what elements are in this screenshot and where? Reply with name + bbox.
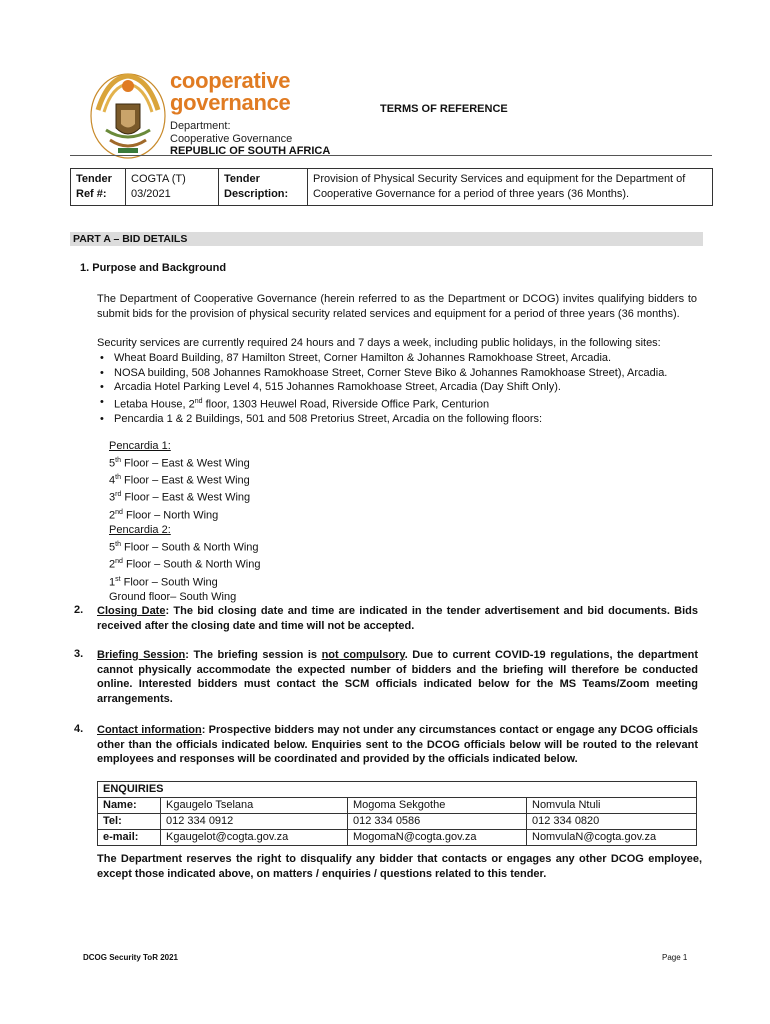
section-1-paragraph-1: The Department of Cooperative Governance (herein referred to as the Department or DCOG) invites qualifying bidders to submit bids for the provision of physical security related services and equipment for a period of three years (36 months). xyxy=(97,293,697,320)
email-link[interactable]: Kgaugelot@cogta.gov.za xyxy=(161,830,348,846)
closing-date-text: : The bid closing date and time are indicated in the tender advertisement and bid documents. Bids received after the closing date and time will not be accepted. xyxy=(97,605,698,632)
part-a-heading: PART A – BID DETAILS xyxy=(70,232,703,246)
tender-ref-label: Tender Ref #: xyxy=(71,169,126,206)
contact-information-text: : Prospective bidders may not under any circumstances contact or engage any DCOG officials other than the officials indicated below. Enquiries sent to the DCOG officials below will be routed to the relevant employees and responses will be coordinated and provided by the officials indicated below. xyxy=(97,724,699,766)
floor-item: 3rd Floor – East & West Wing xyxy=(109,491,251,505)
floors-list xyxy=(109,439,260,605)
floor-item: 5th Floor – South & North Wing xyxy=(109,540,259,554)
country-name: REPUBLIC OF SOUTH AFRICA xyxy=(170,145,331,157)
tender-description-value: Provision of Physical Security Services and equipment for the Department of Cooperative Governance for a period of three years (36 Months). xyxy=(308,169,713,206)
email-link[interactable]: NomvulaN@cogta.gov.za xyxy=(527,830,697,846)
contact-cell: 012 334 0912 xyxy=(161,814,348,830)
email-link[interactable]: MogomaN@cogta.gov.za xyxy=(348,830,527,846)
section-3-text xyxy=(97,648,698,707)
brand-line-1: cooperative xyxy=(170,68,291,93)
closing-date-title: Closing Date xyxy=(97,605,166,617)
site-item: • Arcadia Hotel Parking Level 4, 515 Johannes Ramokhoase Street, Arcadia (Day Shift Only). xyxy=(97,380,707,395)
footer-document-name: DCOG Security ToR 2021 xyxy=(83,953,178,962)
site-item: • Wheat Board Building, 87 Hamilton Street, Corner Hamilton & Johannes Ramokhoase Street, Arcadia. xyxy=(97,351,707,366)
pencardia-1-title: Pencardia 1: xyxy=(109,440,171,452)
document-title: TERMS OF REFERENCE xyxy=(380,103,508,115)
site-item: • NOSA building, 508 Johannes Ramokhoase Street, Corner Steve Biko & Johannes Ramokhoase Street), Arcadia. xyxy=(97,366,707,381)
section-4-text xyxy=(97,723,698,767)
contact-cell: Nomvula Ntuli xyxy=(527,798,697,814)
floor-item: 4th Floor – East & West Wing xyxy=(109,474,250,487)
section-3-number: 3. xyxy=(74,648,84,660)
contact-cell: 012 334 0820 xyxy=(527,814,697,830)
pencardia-2-floors xyxy=(109,538,260,605)
floor-item: 2nd Floor – South & North Wing xyxy=(109,558,261,571)
enquiries-table xyxy=(97,781,697,846)
brand-line-2: governance xyxy=(170,90,291,115)
header-divider xyxy=(70,155,712,156)
department-name: Cooperative Governance xyxy=(170,132,293,145)
briefing-text-a: : The briefing session is xyxy=(185,649,322,661)
not-compulsory-text: not compulsory xyxy=(321,649,405,661)
floor-item: 1st Floor – South Wing xyxy=(109,575,218,589)
briefing-session-title: Briefing Session xyxy=(97,649,186,661)
table-row xyxy=(98,830,697,846)
pencardia-2-title: Pencardia 2: xyxy=(109,524,171,537)
department-label: Department: xyxy=(170,120,231,132)
contact-cell: Kgaugelo Tselana xyxy=(161,798,348,814)
row-label: Tel: xyxy=(98,814,161,830)
floor-item: 2nd Floor – North Wing xyxy=(109,508,219,522)
coat-of-arms-logo xyxy=(88,70,168,162)
contact-cell: 012 334 0586 xyxy=(348,814,527,830)
section-2-number: 2. xyxy=(74,604,84,616)
brand-block xyxy=(170,70,330,158)
row-label: e-mail: xyxy=(98,830,161,846)
sites-list xyxy=(97,351,707,427)
table-row xyxy=(98,798,697,814)
row-label: Name: xyxy=(98,798,161,814)
site-item: • Letaba House, 2nd floor, 1303 Heuwel Road, Riverside Office Park, Centurion xyxy=(97,395,707,412)
tender-table xyxy=(70,168,713,206)
site-item: • Pencardia 1 & 2 Buildings, 501 and 508 Pretorius Street, Arcadia on the following floors: xyxy=(97,412,707,427)
tender-description-label: Tender Description: xyxy=(219,169,308,206)
floor-item: Ground floor– South Wing xyxy=(109,590,237,603)
section-1-heading: 1. Purpose and Background xyxy=(80,262,227,274)
contact-information-title: Contact information xyxy=(97,724,202,736)
section-1-paragraph-2: Security services are currently required 24 hours and 7 days a week, including public holidays, in the following sites: xyxy=(97,337,661,349)
enquiries-heading: ENQUIRIES xyxy=(98,782,697,798)
footer-page-number: Page 1 xyxy=(662,953,688,962)
section-4-number: 4. xyxy=(74,723,84,735)
floor-item: 5th Floor – East & West Wing xyxy=(109,456,250,470)
contact-cell: Mogoma Sekgothe xyxy=(348,798,527,814)
tender-ref-value: COGTA (T) 03/2021 xyxy=(126,169,219,206)
briefing-text-b: . Due to current COVID-19 regulations, the department cannot physically accommodate the expected number of bidders and the briefing will therefore be conducted online. Interested bidders must contact the SCM officials indicated below for the MS Teams/Zoom meeting arrangements. xyxy=(97,649,698,706)
section-2-text xyxy=(97,604,698,633)
disclaimer-text: The Department reserves the right to disqualify any bidder that contacts or engages any other DCOG employee, except those indicated above, on matters / enquiries / questions related to this tender. xyxy=(97,853,702,880)
pencardia-1-floors xyxy=(109,454,260,523)
table-row xyxy=(98,814,697,830)
